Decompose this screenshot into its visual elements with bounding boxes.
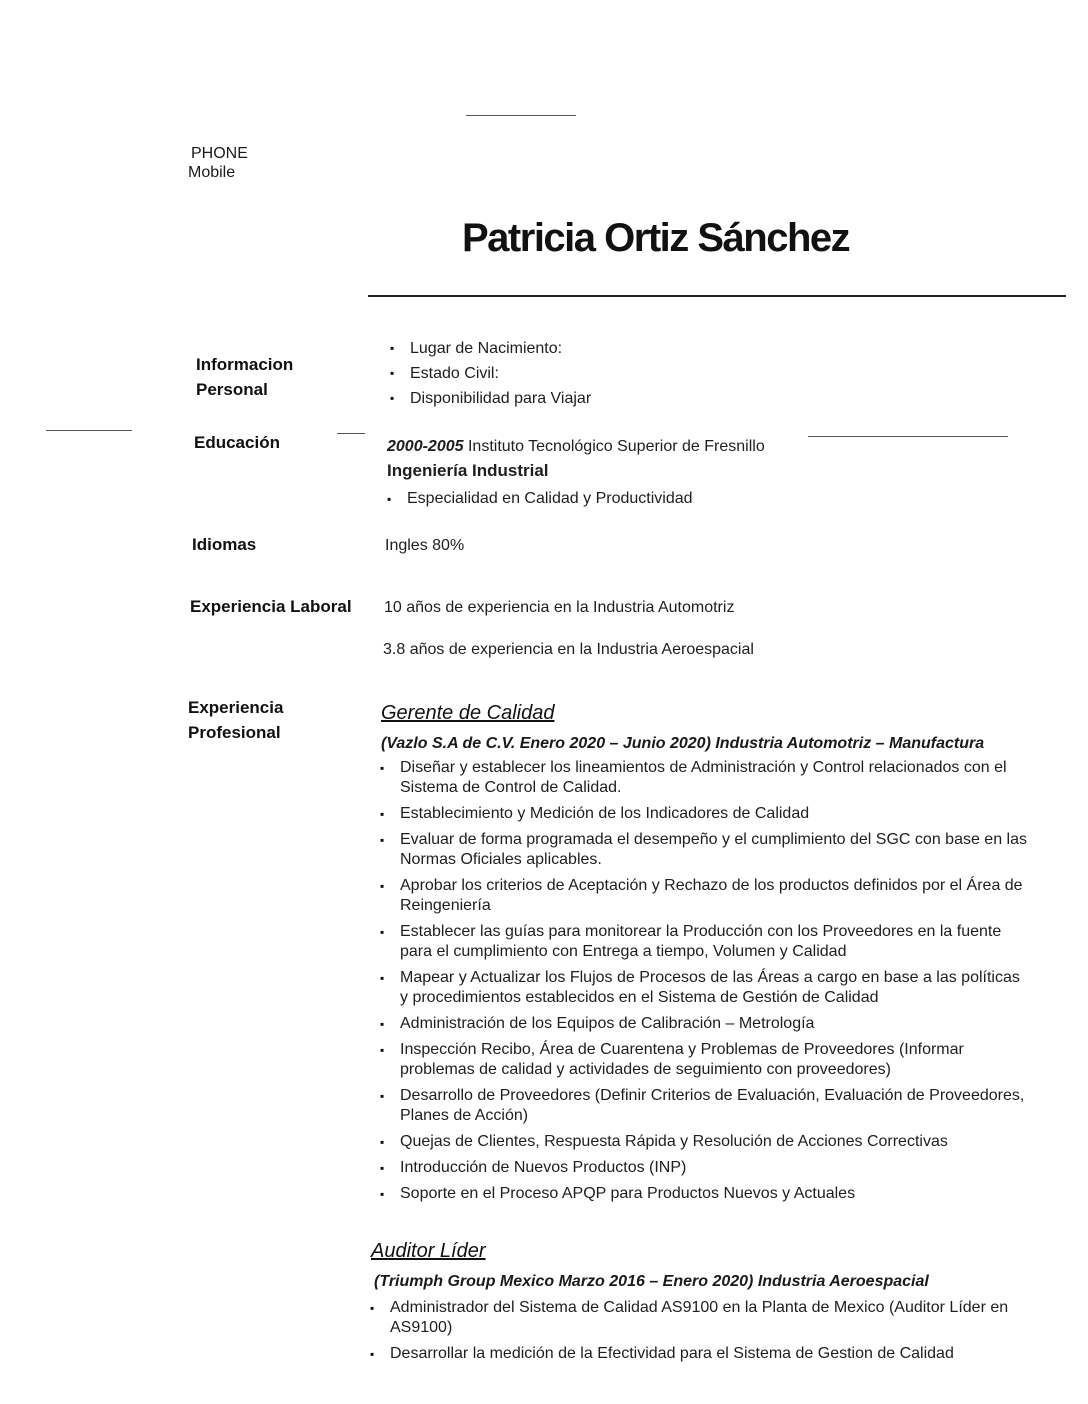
job-title: Auditor Líder — [371, 1240, 486, 1262]
professional-label — [188, 695, 283, 745]
personal-item: ▪ Estado Civil: — [388, 361, 788, 386]
job-duty: ▪ Inspección Recibo, Área de Cuarentena y Problemas de Proveedores (Informar problemas de calidad y actividades de seguimiento con proveedores) — [378, 1040, 1032, 1080]
personal-item: ▪ Disponibilidad para Viajar — [388, 386, 788, 411]
professional-label-line1: Experiencia — [188, 698, 284, 717]
job-duties — [378, 758, 1032, 1204]
education-years: 2000-2005 — [387, 438, 464, 455]
scan-mark-mid — [337, 433, 365, 434]
scan-mark-left — [46, 430, 132, 431]
education-degree: Ingeniería Industrial — [387, 461, 549, 480]
job-2 — [368, 1240, 1030, 1364]
job-duty: ▪ Aprobar los criterios de Aceptación y Rechazo de los productos definidos por el Área de Reingeniería — [378, 876, 1032, 916]
education-label: Educación — [194, 433, 280, 452]
professional-label-line2: Profesional — [188, 723, 281, 742]
job-1 — [370, 702, 1032, 1204]
job-duty: ▪ Establecimiento y Medición de los Indicadores de Calidad — [378, 804, 1032, 824]
job-duty: ▪ Administrador del Sistema de Calidad AS9100 en la Planta de Mexico (Auditor Líder en AS9100) — [368, 1298, 1030, 1338]
education-item: ▪ Especialidad en Calidad y Productividad — [385, 489, 985, 509]
phone-type: Mobile — [188, 164, 236, 181]
personal-item: ▪ Lugar de Nacimiento: — [388, 336, 788, 361]
work-line-automotive: 10 años de experiencia en la Industria Automotriz — [384, 599, 735, 616]
job-duty: ▪ Introducción de Nuevos Productos (INP) — [378, 1158, 1032, 1178]
job-duty: ▪ Desarrollo de Proveedores (Definir Criterios de Evaluación, Evaluación de Proveedores, Planes de Acción) — [378, 1086, 1032, 1126]
education-institution: Instituto Tecnológico Superior de Fresnillo — [467, 438, 765, 455]
phone-block — [188, 144, 248, 182]
personal-label-line1: Informacion — [196, 355, 294, 374]
candidate-name: Patricia Ortiz Sánchez — [462, 216, 850, 260]
work-label: Experiencia Laboral — [190, 597, 352, 616]
name-underline — [368, 295, 1066, 297]
job-duty: ▪ Soporte en el Proceso APQP para Productos Nuevos y Actuales — [378, 1184, 1032, 1204]
languages-value: Ingles 80% — [385, 537, 465, 554]
job-subtitle: (Triumph Group Mexico Marzo 2016 – Enero 2020) Industria Aeroespacial — [374, 1273, 929, 1290]
phone-label: PHONE — [191, 145, 248, 162]
education-list — [385, 489, 985, 509]
work-line-aerospace: 3.8 años de experiencia en la Industria Aeroespacial — [383, 641, 754, 658]
personal-label — [196, 352, 293, 402]
job-duty: ▪ Mapear y Actualizar los Flujos de Procesos de las Áreas a cargo en base a las políticas y procedimientos establecidos en el Sistema de Gestión de Calidad — [378, 968, 1032, 1008]
job-title: Gerente de Calidad — [381, 702, 555, 724]
job-duty: ▪ Establecer las guías para monitorear la Producción con los Proveedores en la fuente para el cumplimiento con Entrega a tiempo, Volumen y Calidad — [378, 922, 1032, 962]
top-rule — [466, 115, 576, 116]
personal-label-line2: Personal — [196, 380, 268, 399]
job-duties — [368, 1298, 1030, 1364]
job-subtitle: (Vazlo S.A de C.V. Enero 2020 – Junio 2020) Industria Automotriz – Manufactura — [381, 735, 985, 752]
languages-label: Idiomas — [192, 535, 257, 554]
job-duty: ▪ Diseñar y establecer los lineamientos de Administración y Control relacionados con el Sistema de Control de Calidad. — [378, 758, 1032, 798]
job-duty: ▪ Evaluar de forma programada el desempeño y el cumplimiento del SGC con base en las Normas Oficiales aplicables. — [378, 830, 1032, 870]
education-line — [387, 437, 1007, 457]
personal-list — [388, 336, 788, 411]
job-duty: ▪ Desarrollar la medición de la Efectividad para el Sistema de Gestion de Calidad — [368, 1344, 1030, 1364]
job-duty: ▪ Administración de los Equipos de Calibración – Metrología — [378, 1014, 1032, 1034]
job-duty: ▪ Quejas de Clientes, Respuesta Rápida y Resolución de Acciones Correctivas — [378, 1132, 1032, 1152]
